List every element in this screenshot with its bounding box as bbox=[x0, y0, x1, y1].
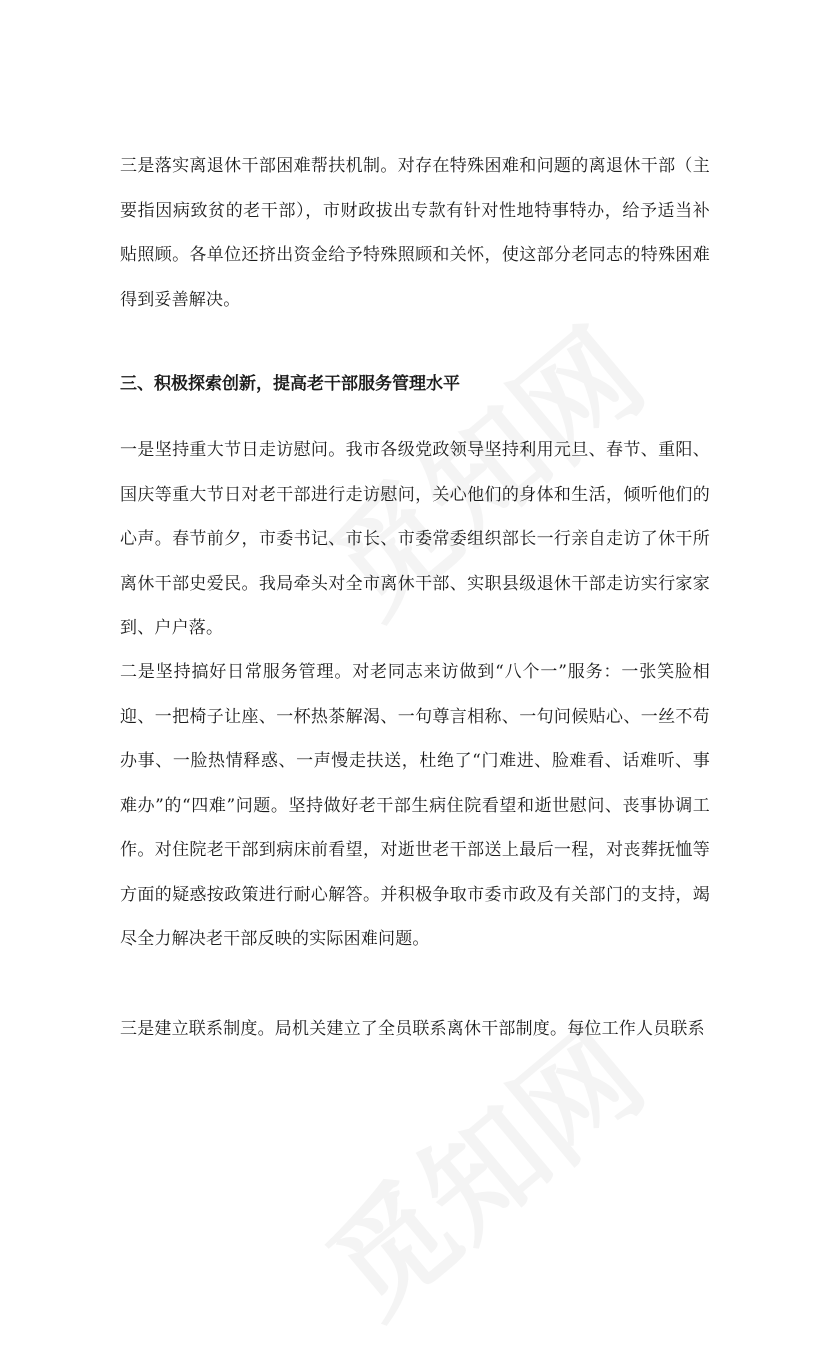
paragraph-contact-system: 三是建立联系制度。局机关建立了全员联系离休干部制度。每位工作人员联系 bbox=[120, 1019, 705, 1039]
section-heading: 三、积极探索创新，提高老干部服务管理水平 bbox=[120, 374, 460, 394]
paragraph-daily-service: 二是坚持搞好日常服务管理。对老同志来访做到“八个一”服务：一张笑脸相迎、一把椅子让座、一杯热茶解渴、一句尊言相称、一句问候贴心、一丝不苟办事、一脸热情释惑、一声慢走扶送，杜绝了“门难进、脸难看、话难听、事难办”的“四难”问题。坚持做好老干部生病住院看望和逝世慰问、丧事协调工作。对住院老干部到病床前看望，对逝世老干部送上最后一程，对丧葬抚恤等方面的疑惑按政策进行耐心解答。并积极争取市委市政及有关部门的支持，竭尽全力解决老干部反映的实际困难问题。 bbox=[120, 662, 710, 949]
paragraph-poverty-relief: 三是落实离退休干部困难帮扶机制。对存在特殊困难和问题的离退休干部（主要指因病致贫的老干部），市财政拔出专款有针对性地特事特办，给予适当补贴照顾。各单位还挤出资金给予特殊照顾和关怀，使这部分老同志的特殊困难得到妥善解决。 bbox=[120, 156, 710, 310]
paragraph-holiday-visits: 一是坚持重大节日走访慰问。我市各级党政领导坚持利用元旦、春节、重阳、国庆等重大节日对老干部进行走访慰问，关心他们的身体和生活，倾听他们的心声。春节前夕，市委书记、市长、市委常委组织部长一行亲自走访了休干所离休干部史爱民。我局牵头对全市离休干部、实职县级退休干部走访实行家家到、户户落。 bbox=[120, 440, 710, 638]
